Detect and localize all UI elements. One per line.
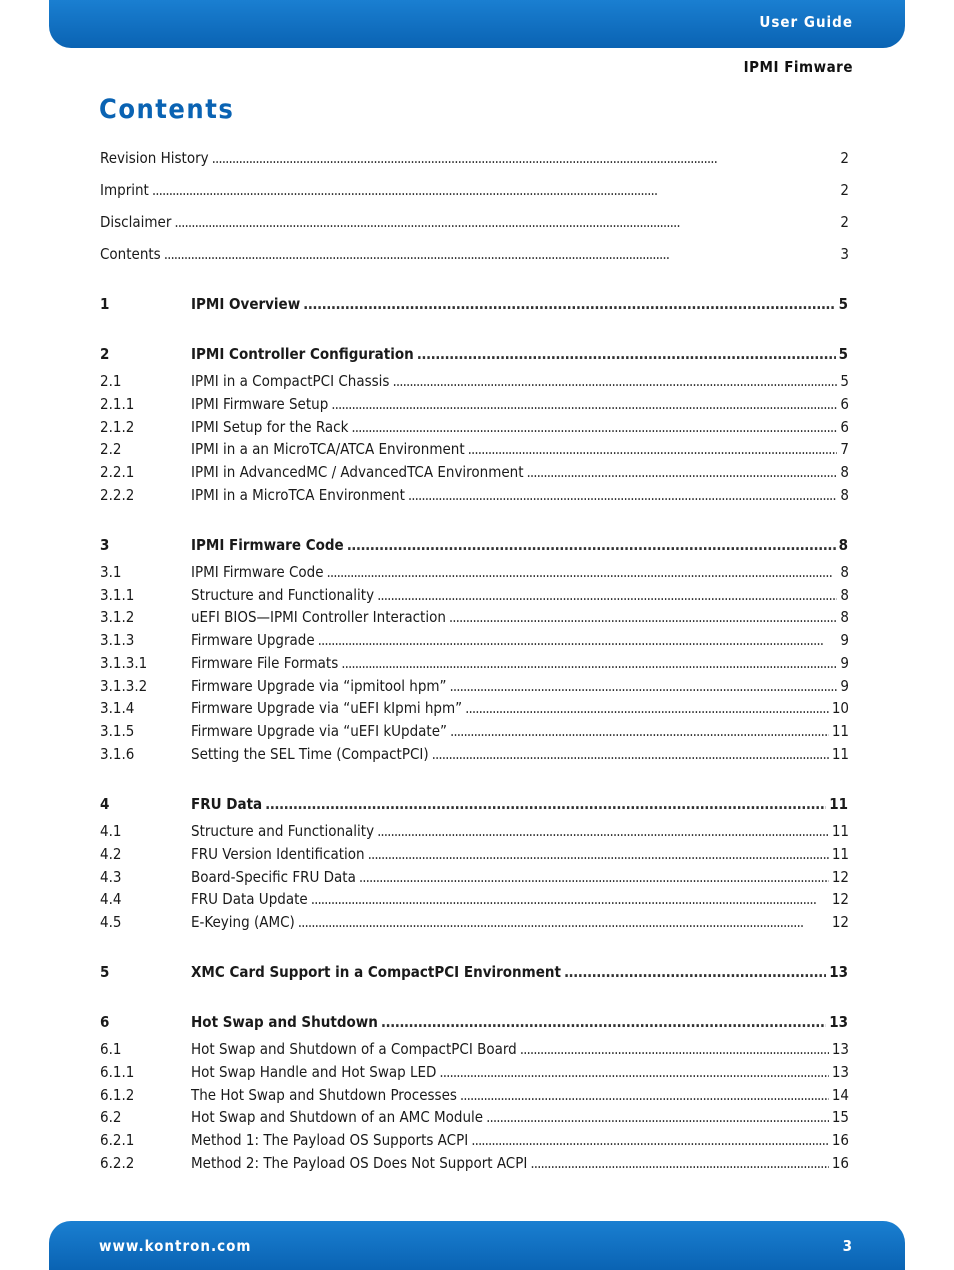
toc-dot-leader bbox=[471, 1130, 829, 1150]
toc-dot-leader bbox=[432, 744, 829, 764]
toc-entry-page: 5 bbox=[838, 345, 848, 363]
toc-dot-leader bbox=[265, 794, 826, 814]
footer-page-number: 3 bbox=[842, 1237, 853, 1255]
toc-entry-number: 3.1.1 bbox=[100, 586, 135, 604]
toc-entry-title: Method 1: The Payload OS Supports ACPI bbox=[191, 1131, 469, 1149]
toc-dot-leader bbox=[164, 244, 838, 264]
toc-entry-title: Firmware Upgrade bbox=[191, 631, 315, 649]
toc-entry-page: 5 bbox=[838, 295, 848, 313]
toc-entry[interactable] bbox=[100, 867, 849, 887]
toc-entry-number: 2.1.2 bbox=[100, 418, 135, 436]
toc-dot-leader bbox=[530, 1153, 828, 1173]
toc-entry[interactable] bbox=[100, 844, 849, 864]
toc-entry-title: Structure and Functionality bbox=[191, 822, 375, 840]
toc-entry[interactable] bbox=[100, 912, 849, 932]
toc-entry-number: 4.2 bbox=[100, 845, 122, 863]
toc-entry-title: IPMI Setup for the Rack bbox=[191, 418, 349, 436]
toc-entry[interactable] bbox=[100, 344, 848, 364]
toc-entry-title: Board-Specific FRU Data bbox=[191, 868, 356, 886]
toc-entry-number: 6.2.1 bbox=[100, 1131, 135, 1149]
toc-entry-page: 14 bbox=[831, 1086, 849, 1104]
toc-dot-leader bbox=[152, 180, 838, 200]
toc-entry[interactable] bbox=[100, 462, 849, 482]
toc-entry-page: 10 bbox=[831, 699, 849, 717]
toc-entry-title: Hot Swap Handle and Hot Swap LED bbox=[191, 1063, 437, 1081]
toc-entry-page: 8 bbox=[840, 486, 849, 504]
toc-entry-page: 13 bbox=[831, 1063, 849, 1081]
toc-entry-number: 3.1.3 bbox=[100, 631, 135, 649]
toc-entry-title: Method 2: The Payload OS Does Not Support ACPI bbox=[191, 1154, 528, 1172]
toc-entry[interactable] bbox=[100, 744, 849, 764]
toc-entry-page: 12 bbox=[831, 868, 849, 886]
toc-entry-title: IPMI Firmware Code bbox=[191, 536, 344, 554]
toc-entry-number: 2 bbox=[100, 345, 110, 363]
toc-entry-page: 5 bbox=[840, 372, 849, 390]
toc-dot-leader bbox=[449, 607, 838, 627]
toc-entry-title: Firmware Upgrade via “ipmitool hpm” bbox=[191, 677, 447, 695]
toc-entry[interactable] bbox=[100, 1153, 849, 1173]
toc-entry-title: IPMI Overview bbox=[191, 295, 301, 313]
toc-entry-title: IPMI Firmware Code bbox=[191, 563, 324, 581]
toc-entry-title: Firmware Upgrade via “uEFI kUpdate” bbox=[191, 722, 448, 740]
toc-dot-leader bbox=[465, 698, 829, 718]
toc-dot-leader bbox=[368, 844, 829, 864]
toc-entry-page: 12 bbox=[831, 890, 849, 908]
toc-entry-page: 13 bbox=[829, 1013, 848, 1031]
toc-entry-title: FRU Version Identification bbox=[191, 845, 365, 863]
toc-dot-leader bbox=[359, 867, 829, 887]
toc-dot-leader bbox=[377, 821, 829, 841]
toc-entry-page: 11 bbox=[829, 795, 848, 813]
toc-entry-number: 4.4 bbox=[100, 890, 122, 908]
toc-entry-title: Imprint bbox=[100, 181, 149, 199]
toc-dot-leader bbox=[351, 417, 837, 437]
toc-entry-page: 2 bbox=[840, 149, 849, 167]
toc-dot-leader bbox=[174, 212, 837, 232]
toc-dot-leader bbox=[381, 1012, 826, 1032]
toc-entry-page: 9 bbox=[840, 631, 849, 649]
toc-entry-title: Firmware File Formats bbox=[191, 654, 339, 672]
toc-entry-page: 12 bbox=[831, 913, 849, 931]
toc-entry[interactable] bbox=[100, 794, 848, 814]
toc-entry-number: 3.1.3.1 bbox=[100, 654, 148, 672]
toc-dot-leader bbox=[303, 294, 835, 314]
toc-entry-title: The Hot Swap and Shutdown Processes bbox=[191, 1086, 457, 1104]
toc-entry-page: 8 bbox=[840, 563, 849, 581]
toc-entry[interactable] bbox=[100, 721, 849, 741]
toc-entry[interactable] bbox=[100, 698, 849, 718]
toc-dot-leader bbox=[341, 653, 837, 673]
page-title: Contents bbox=[99, 94, 235, 125]
toc-entry-page: 11 bbox=[831, 822, 849, 840]
toc-dot-leader bbox=[417, 344, 836, 364]
toc-entry[interactable] bbox=[100, 1039, 849, 1059]
toc-entry[interactable] bbox=[100, 439, 849, 459]
toc-entry-page: 11 bbox=[831, 745, 849, 763]
toc-entry-page: 8 bbox=[840, 586, 849, 604]
toc-entry-number: 6.2 bbox=[100, 1108, 122, 1126]
toc-entry-page: 8 bbox=[840, 608, 849, 626]
toc-entry-number: 4.3 bbox=[100, 868, 122, 886]
toc-entry-number: 3.1.5 bbox=[100, 722, 135, 740]
toc-entry-number: 2.2 bbox=[100, 440, 122, 458]
toc-entry-number: 1 bbox=[100, 295, 110, 313]
toc-entry-number: 3.1.3.2 bbox=[100, 677, 148, 695]
toc-dot-leader bbox=[212, 148, 838, 168]
toc-entry[interactable] bbox=[100, 1130, 849, 1150]
toc-entry-page: 7 bbox=[840, 440, 849, 458]
toc-entry-page: 15 bbox=[831, 1108, 849, 1126]
toc-dot-leader bbox=[450, 676, 838, 696]
toc-entry[interactable] bbox=[100, 535, 848, 555]
toc-entry-number: 2.2.1 bbox=[100, 463, 135, 481]
toc-entry-page: 11 bbox=[831, 845, 849, 863]
toc-dot-leader bbox=[564, 962, 826, 982]
toc-entry-number: 6.1.2 bbox=[100, 1086, 135, 1104]
toc-entry-title: IPMI Firmware Setup bbox=[191, 395, 329, 413]
toc-entry[interactable] bbox=[100, 585, 849, 605]
toc-dot-leader bbox=[468, 439, 838, 459]
toc-entry-number: 6.1.1 bbox=[100, 1063, 135, 1081]
toc-entry-number: 3 bbox=[100, 536, 110, 554]
toc-dot-leader bbox=[439, 1062, 828, 1082]
toc-entry[interactable] bbox=[100, 1085, 849, 1105]
toc-entry[interactable] bbox=[100, 148, 849, 168]
header-label: User Guide bbox=[759, 13, 853, 31]
toc-entry-title: Hot Swap and Shutdown of a CompactPCI Board bbox=[191, 1040, 517, 1058]
toc-entry-page: 6 bbox=[840, 418, 849, 436]
toc-dot-leader bbox=[331, 394, 837, 414]
toc-entry-title: Disclaimer bbox=[100, 213, 172, 231]
toc-entry[interactable] bbox=[100, 889, 849, 909]
toc-entry-page: 13 bbox=[829, 963, 848, 981]
toc-entry-title: IPMI Controller Configuration bbox=[191, 345, 414, 363]
footer-website-link[interactable]: www.kontron.com bbox=[99, 1237, 252, 1255]
toc-entry-page: 16 bbox=[831, 1131, 849, 1149]
toc-dot-leader bbox=[347, 535, 836, 555]
toc-entry[interactable] bbox=[100, 1012, 848, 1032]
toc-entry-number: 4.1 bbox=[100, 822, 122, 840]
toc-entry[interactable] bbox=[100, 485, 849, 505]
toc-entry-number: 3.1.2 bbox=[100, 608, 135, 626]
toc-entry[interactable] bbox=[100, 962, 848, 982]
toc-dot-leader bbox=[408, 485, 838, 505]
toc-entry[interactable] bbox=[100, 821, 849, 841]
toc-entry-number: 3.1.6 bbox=[100, 745, 135, 763]
toc-entry[interactable] bbox=[100, 1107, 849, 1127]
toc-dot-leader bbox=[520, 1039, 829, 1059]
toc-entry-title: IPMI in a CompactPCI Chassis bbox=[191, 372, 390, 390]
toc-entry-page: 9 bbox=[840, 654, 849, 672]
toc-dot-leader bbox=[298, 912, 829, 932]
toc-entry-title: Hot Swap and Shutdown bbox=[191, 1013, 378, 1031]
toc-entry-title: FRU Data bbox=[191, 795, 263, 813]
toc-entry-title: IPMI in a MicroTCA Environment bbox=[191, 486, 405, 504]
toc-dot-leader bbox=[460, 1085, 829, 1105]
toc-entry-page: 9 bbox=[840, 677, 849, 695]
toc-entry-page: 2 bbox=[840, 181, 849, 199]
toc-entry-title: uEFI BIOS—IPMI Controller Interaction bbox=[191, 608, 446, 626]
toc-entry[interactable] bbox=[100, 630, 849, 650]
toc-entry[interactable] bbox=[100, 676, 849, 696]
document-subtitle: IPMI Fimware bbox=[743, 58, 853, 76]
toc-entry-page: 8 bbox=[840, 463, 849, 481]
toc-entry-page: 11 bbox=[831, 722, 849, 740]
toc-entry-page: 8 bbox=[838, 536, 848, 554]
toc-entry[interactable] bbox=[100, 1062, 849, 1082]
toc-entry[interactable] bbox=[100, 244, 849, 264]
toc-entry-page: 6 bbox=[840, 395, 849, 413]
toc-entry-title: XMC Card Support in a CompactPCI Environment bbox=[191, 963, 561, 981]
toc-entry[interactable] bbox=[100, 562, 849, 582]
toc-entry[interactable] bbox=[100, 607, 849, 627]
toc-entry-title: Revision History bbox=[100, 149, 209, 167]
toc-entry-title: FRU Data Update bbox=[191, 890, 308, 908]
toc-entry[interactable] bbox=[100, 294, 848, 314]
toc-entry-page: 16 bbox=[831, 1154, 849, 1172]
toc-entry-title: IPMI in a an MicroTCA/ATCA Environment bbox=[191, 440, 465, 458]
toc-entry-number: 4.5 bbox=[100, 913, 122, 931]
toc-dot-leader bbox=[311, 889, 829, 909]
toc-dot-leader bbox=[527, 462, 838, 482]
toc-entry-title: Setting the SEL Time (CompactPCI) bbox=[191, 745, 429, 763]
toc-dot-leader bbox=[486, 1107, 829, 1127]
toc-entry-title: Firmware Upgrade via “uEFI kIpmi hpm” bbox=[191, 699, 463, 717]
toc-entry-number: 6 bbox=[100, 1013, 110, 1031]
toc-entry-number: 2.1.1 bbox=[100, 395, 135, 413]
toc-entry-number: 6.2.2 bbox=[100, 1154, 135, 1172]
toc-entry-title: Contents bbox=[100, 245, 161, 263]
toc-dot-leader bbox=[327, 562, 838, 582]
toc-entry-number: 4 bbox=[100, 795, 110, 813]
toc-entry[interactable] bbox=[100, 417, 849, 437]
toc-dot-leader bbox=[450, 721, 829, 741]
toc-entry-title: E-Keying (AMC) bbox=[191, 913, 295, 931]
toc-entry-page: 13 bbox=[831, 1040, 849, 1058]
footer-band bbox=[49, 1221, 905, 1270]
toc-entry-page: 2 bbox=[840, 213, 849, 231]
toc-entry-number: 6.1 bbox=[100, 1040, 122, 1058]
toc-entry-number: 2.1 bbox=[100, 372, 122, 390]
toc-entry-title: Structure and Functionality bbox=[191, 586, 375, 604]
toc-entry-title: Hot Swap and Shutdown of an AMC Module bbox=[191, 1108, 484, 1126]
toc-entry[interactable] bbox=[100, 371, 849, 391]
toc-entry-number: 3.1.4 bbox=[100, 699, 135, 717]
toc-dot-leader bbox=[318, 630, 838, 650]
toc-entry-number: 3.1 bbox=[100, 563, 122, 581]
toc-dot-leader bbox=[392, 371, 837, 391]
toc-entry[interactable] bbox=[100, 212, 849, 232]
toc-entry-page: 3 bbox=[840, 245, 849, 263]
toc-dot-leader bbox=[377, 585, 837, 605]
toc-entry[interactable] bbox=[100, 394, 849, 414]
toc-entry-number: 2.2.2 bbox=[100, 486, 135, 504]
toc-entry[interactable] bbox=[100, 653, 849, 673]
toc-entry-number: 5 bbox=[100, 963, 110, 981]
toc-entry-title: IPMI in AdvancedMC / AdvancedTCA Environment bbox=[191, 463, 524, 481]
toc-entry[interactable] bbox=[100, 180, 849, 200]
